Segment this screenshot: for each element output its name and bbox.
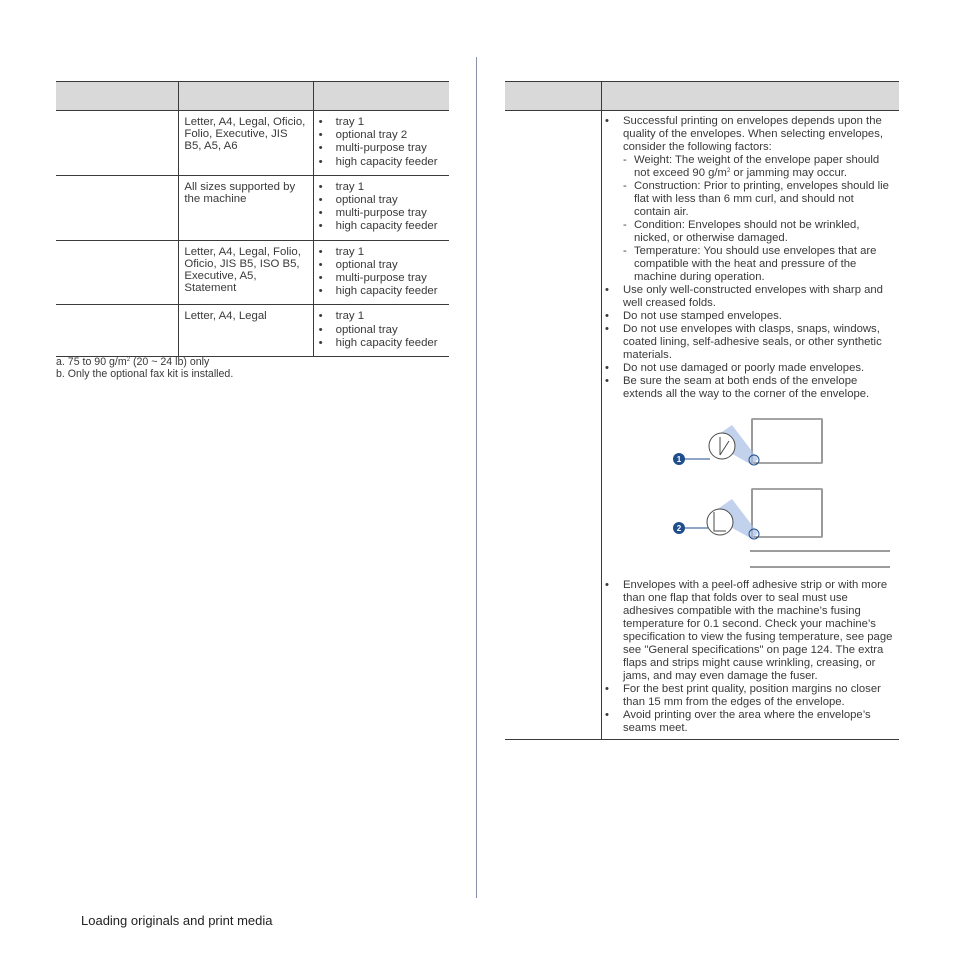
list-item: • optional tray 2 [319, 129, 444, 142]
callout-1 [673, 453, 685, 465]
type-cell [56, 111, 179, 176]
header-cell-guidelines [602, 82, 900, 111]
table-row [56, 175, 449, 240]
envelope-illustration [602, 401, 954, 579]
list-item: • high capacity feeder [319, 220, 444, 233]
list-item: • Do not use damaged or poorly made envelopes. [605, 362, 893, 375]
list-item: • optional tray [319, 324, 444, 337]
sub-text: Weight: The weight of the envelope paper should not exceed 90 g/m [634, 154, 880, 179]
footnote-label: a. [56, 356, 65, 368]
list-item [605, 115, 893, 284]
envelope-flap-icon [682, 489, 822, 539]
footnote-a [56, 357, 209, 369]
table-header-row [505, 82, 899, 111]
superscript: 2 [726, 168, 731, 174]
footnote-label: b. [56, 368, 65, 380]
header-cell-type [505, 82, 602, 111]
list-item: • Be sure the seam at both ends of the envelope extends all the way to the corner of the envelope. [605, 375, 893, 401]
list-item: • Avoid printing over the area where the envelope’s seams meet. [605, 709, 893, 735]
list-item: • high capacity feeder [319, 285, 444, 298]
sources-cell [313, 305, 449, 357]
list-item: • For the best print quality, position margins no closer than 15 mm from the edges of the envelope. [605, 683, 893, 709]
type-cell [56, 175, 179, 240]
header-cell-source [313, 82, 449, 111]
sources-cell [313, 175, 449, 240]
list-item: • Do not use stamped envelopes. [605, 310, 893, 323]
footnote-text: (20 ~ 24 lb) only [130, 356, 210, 368]
table-row [56, 240, 449, 305]
type-cell [56, 240, 179, 305]
callout-2 [673, 522, 685, 534]
column-divider [476, 57, 477, 898]
list-item: • tray 1 [319, 246, 444, 259]
list-item: • multi-purpose tray [319, 272, 444, 285]
list-item: • high capacity feeder [319, 337, 444, 350]
media-sizes-table [56, 81, 449, 357]
list-item: • optional tray [319, 259, 444, 272]
type-cell [56, 305, 179, 357]
sizes-cell: Letter, A4, Legal, Oficio, Folio, Executive, JIS B5, A5, A6 [179, 111, 313, 176]
footnote-text: 75 to 90 g/m [67, 356, 127, 368]
page-footer: Loading originals and print media [81, 913, 273, 928]
list-item: • multi-purpose tray [319, 207, 444, 220]
sub-item-condition: - Condition: Envelopes should not be wrinkled, nicked, or otherwise damaged. [623, 219, 893, 245]
table-row [56, 111, 449, 176]
list-item: • tray 1 [319, 181, 444, 194]
list-item: • optional tray [319, 194, 444, 207]
header-cell-size [179, 82, 313, 111]
list-item: • Do not use envelopes with clasps, snaps, windows, coated lining, self-adhesive seals, or other synthetic materials. [605, 323, 893, 362]
footnote-b [56, 369, 233, 381]
callout-2-label: 2 [676, 524, 682, 533]
sub-item-weight [623, 154, 893, 180]
list-item: • tray 1 [319, 116, 444, 129]
sizes-cell: All sizes supported by the machine [179, 175, 313, 240]
type-cell [505, 111, 602, 740]
envelope-good-icon [682, 419, 822, 465]
table-row [56, 305, 449, 357]
list-item: • multi-purpose tray [319, 142, 444, 155]
sources-cell [313, 240, 449, 305]
list-item: • high capacity feeder [319, 156, 444, 169]
sub-text: or jamming may occur. [730, 167, 848, 179]
callout-1-label: 1 [676, 455, 682, 464]
superscript: 2 [126, 357, 131, 363]
footnote-text: Only the optional fax kit is installed. [67, 368, 234, 380]
sizes-cell: Letter, A4, Legal [179, 305, 313, 357]
header-cell-type [56, 82, 179, 111]
envelope-seam-figure [602, 401, 893, 579]
sub-item-construction: - Construction: Prior to printing, envelopes should lie flat with less than 6 mm curl, and should not contain air. [623, 180, 893, 219]
list-item: • Envelopes with a peel-off adhesive strip or with more than one flap that folds over to seal must use adhesives compatible with the machine’s fusing temperature for 0.1 second. Check your machine’s specification to view the fusing temperature, see page see "General specifications" on page 124. The extra flaps and strips might cause wrinkling, creasing, or jams, and may even damage the fuser. [605, 579, 893, 683]
sources-cell [313, 111, 449, 176]
table-row [505, 111, 899, 740]
table-header-row [56, 82, 449, 111]
bullet-text: Successful printing on envelopes depends upon the quality of the envelopes. When selecting envelopes, consider the following factors: [623, 115, 883, 153]
list-item: • Use only well-constructed envelopes with sharp and well creased folds. [605, 284, 893, 310]
list-item: • tray 1 [319, 310, 444, 323]
envelope-guidelines-table [505, 81, 899, 740]
sub-item-temperature: - Temperature: You should use envelopes that are compatible with the heat and pressure of the machine during operation. [623, 245, 893, 284]
sizes-cell: Letter, A4, Legal, Folio, Oficio, JIS B5, ISO B5, Executive, A5, Statement [179, 240, 313, 305]
guidelines-cell [602, 111, 900, 740]
